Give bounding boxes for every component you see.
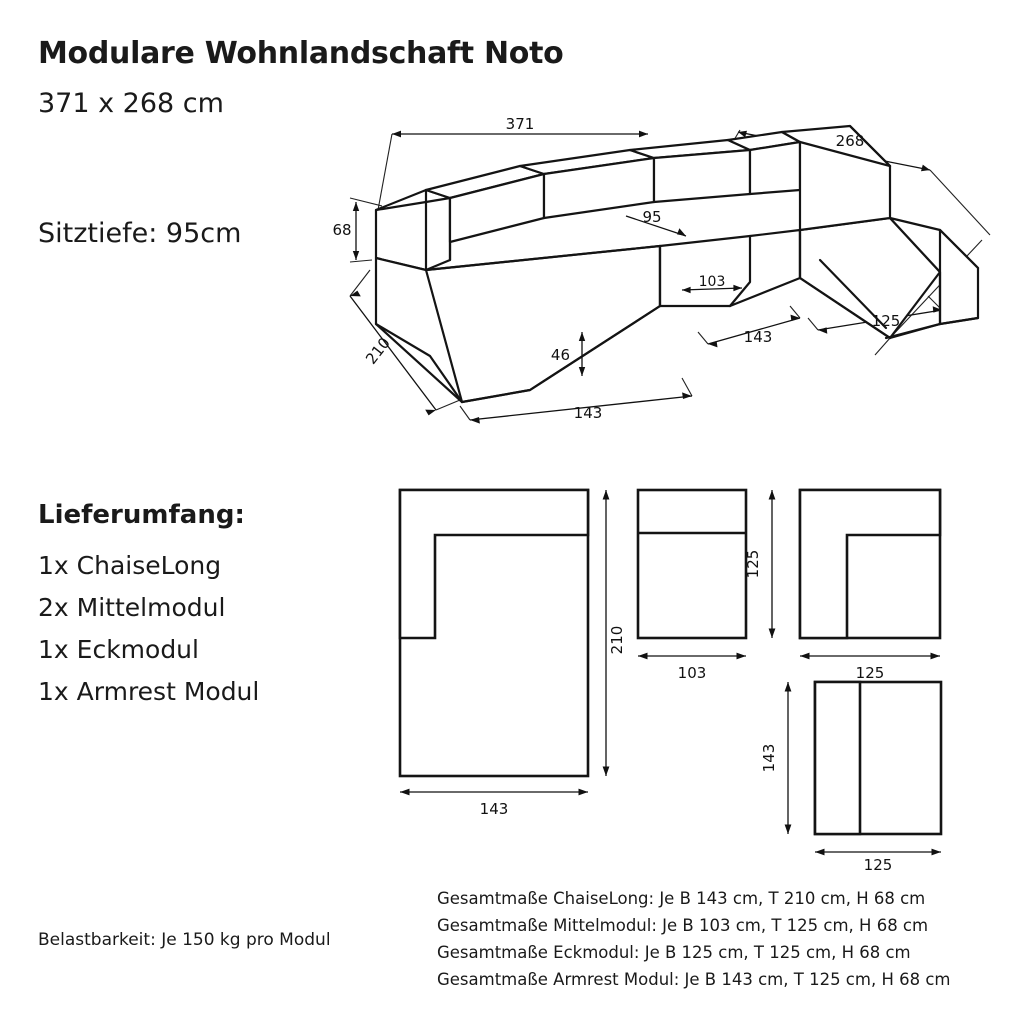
plan-chaise-width: 143 — [479, 800, 509, 818]
overall-dimensions: 371 x 268 cm — [38, 88, 224, 119]
spec-line: Gesamtmaße Mittelmodul: Je B 103 cm, T 125 cm, H 68 cm — [437, 916, 929, 935]
plan-chaiselong — [400, 490, 626, 818]
dim-height: 68 — [332, 221, 352, 239]
dim-total-depth: 268 — [835, 132, 865, 150]
list-item: 1x Eckmodul — [38, 635, 199, 664]
dim-total-width: 371 — [505, 115, 535, 133]
dim-armrest-width: 125 — [871, 312, 901, 330]
module-specs-list — [437, 885, 950, 993]
plan-corner-depth: 125 — [744, 549, 762, 579]
plan-mittelmodul — [638, 490, 746, 682]
sofa-illustration — [376, 126, 978, 402]
plan-armrest-depth: 143 — [760, 743, 778, 773]
scope-of-delivery-heading: Lieferumfang: — [38, 500, 245, 530]
seat-depth-label: Sitztiefe: 95cm — [38, 218, 242, 249]
plan-chaise-depth: 210 — [608, 625, 626, 655]
spec-line: Gesamtmaße Eckmodul: Je B 125 cm, T 125 cm, H 68 cm — [437, 943, 911, 962]
plan-corner-width: 125 — [855, 664, 885, 682]
spec-line: Gesamtmaße Armrest Modul: Je B 143 cm, T 125 cm, H 68 cm — [437, 970, 951, 989]
page-title: Modulare Wohnlandschaft Noto — [38, 36, 564, 71]
plan-eckmodul — [744, 490, 940, 682]
dim-corner-width: 143 — [743, 328, 773, 346]
load-capacity-note: Belastbarkeit: Je 150 kg pro Modul — [38, 930, 331, 950]
dim-module-depth: 103 — [698, 274, 726, 290]
scope-of-delivery-list — [38, 545, 259, 713]
plan-armrest-width: 125 — [863, 856, 893, 870]
dim-chaise-depth: 210 — [362, 334, 394, 368]
dim-seat-height: 46 — [550, 346, 570, 364]
plan-armrest-modul — [760, 682, 941, 870]
list-item: 1x ChaiseLong — [38, 551, 222, 580]
list-item: 1x Armrest Modul — [38, 677, 260, 706]
perspective-drawing — [330, 110, 1010, 450]
dim-chaise-width: 143 — [573, 404, 603, 422]
plan-middle-width: 103 — [677, 664, 707, 682]
plan-views — [360, 470, 1000, 870]
dim-seat-depth: 95 — [642, 208, 662, 226]
list-item: 2x Mittelmodul — [38, 593, 226, 622]
spec-line: Gesamtmaße ChaiseLong: Je B 143 cm, T 210 cm, H 68 cm — [437, 889, 926, 908]
